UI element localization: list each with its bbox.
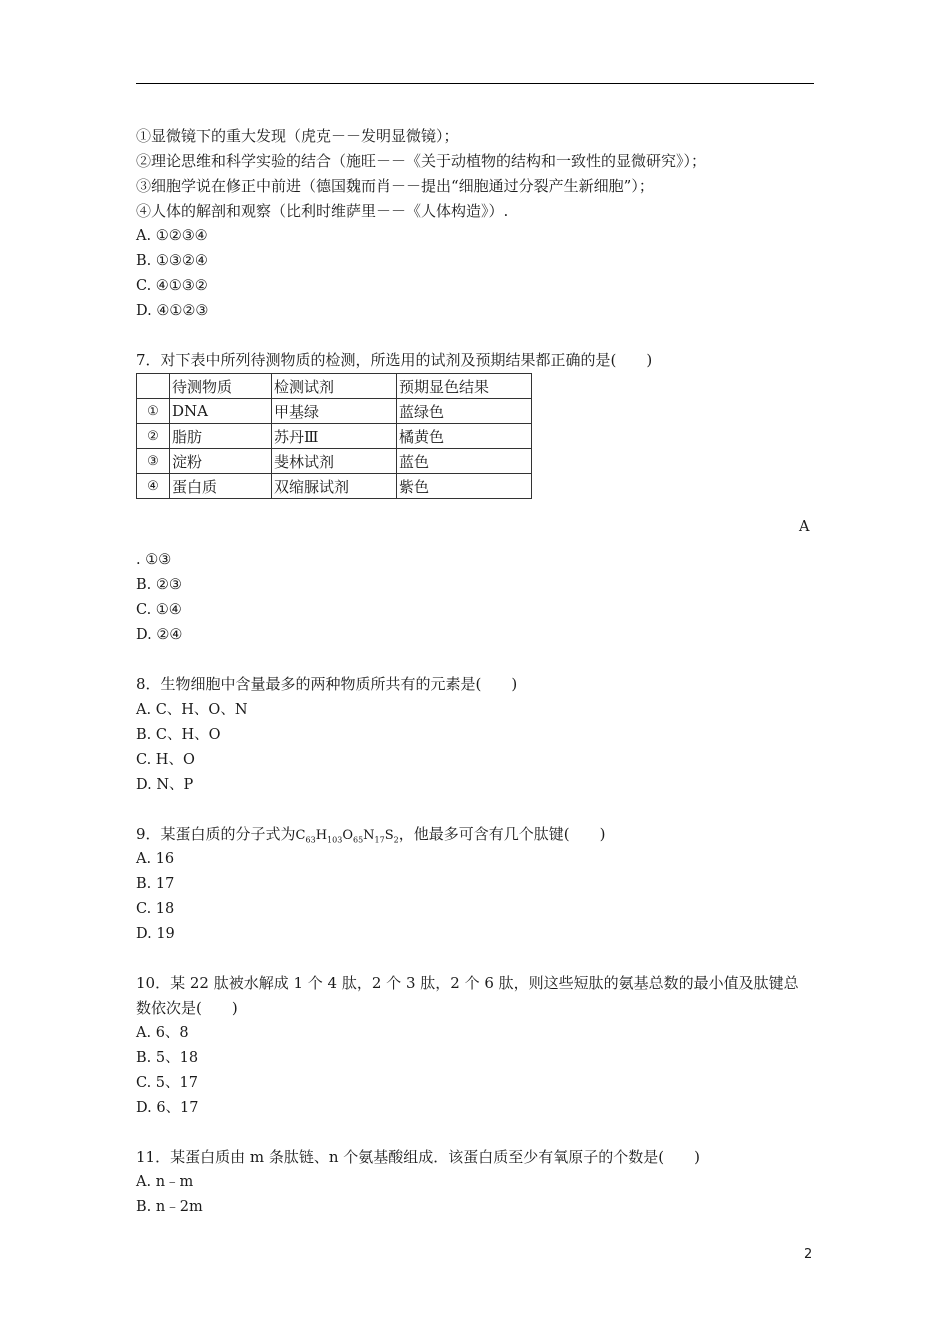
q8-option-c: C. H、O — [136, 752, 195, 768]
statement-3: ③细胞学说在修正中前进（德国魏而肖－－提出“细胞通过分裂产生新细胞”）； — [136, 177, 654, 195]
statement-1: ①显微镜下的重大发现（虎克－－发明显微镜）； — [136, 127, 459, 145]
formula-subscript: 17 — [374, 835, 385, 845]
table-cell: 淀粉 — [170, 449, 272, 474]
q6-option-d: D. ④①②③ — [136, 303, 209, 319]
q7-option-b: B. ②③ — [136, 577, 182, 593]
table-cell: ④ — [137, 474, 170, 499]
formula-subscript: 103 — [327, 835, 343, 845]
table-cell: ① — [137, 399, 170, 424]
q10-option-c: C. 5、17 — [136, 1075, 198, 1091]
q9-option-d: D. 19 — [136, 926, 175, 942]
table-row — [137, 449, 532, 474]
statement-2: ②理论思维和科学实验的结合（施旺－－《关于动植物的结构和一致性的显微研究》）； — [136, 152, 707, 170]
formula-element: H — [315, 828, 328, 843]
formula-element: S — [384, 828, 394, 843]
page-number: 2 — [804, 1247, 813, 1262]
table-cell: 苏丹Ⅲ — [272, 424, 397, 449]
q10-option-a: A. 6、8 — [136, 1025, 189, 1041]
q11-option-a: A. n﹣m — [136, 1174, 194, 1190]
table-row — [137, 399, 532, 424]
table-cell: 脂肪 — [170, 424, 272, 449]
q7-option-d: D. ②④ — [136, 627, 183, 643]
table-cell: 双缩脲试剂 — [272, 474, 397, 499]
reagent-table — [136, 373, 532, 499]
formula-element: N — [363, 828, 375, 843]
q7-option-a-letter: A — [799, 519, 810, 535]
table-cell: 紫色 — [397, 474, 532, 499]
q6-option-a: A. ①②③④ — [136, 228, 208, 244]
formula-element: C — [295, 828, 306, 843]
header-rule — [136, 83, 814, 84]
table-header-cell: 待测物质 — [170, 374, 272, 399]
formula-subscript: 63 — [305, 835, 316, 845]
table-cell: 蓝色 — [397, 449, 532, 474]
q9-option-b: B. 17 — [136, 876, 175, 892]
q9-option-c: C. 18 — [136, 901, 175, 917]
table-header-row — [137, 374, 532, 399]
table-cell: 斐林试剂 — [272, 449, 397, 474]
q9-option-a: A. 16 — [136, 851, 175, 867]
molecular-formula — [296, 828, 399, 843]
table-row — [137, 424, 532, 449]
q11-option-b: B. n﹣2m — [136, 1199, 203, 1215]
q8-option-b: B. C、H、O — [136, 727, 221, 743]
table-cell: 橘黄色 — [397, 424, 532, 449]
statement-4: ④人体的解剖和观察（比利时维萨里－－《人体构造》）. — [136, 202, 509, 220]
q9-stem-suffix: ，他最多可含有几个肽键( ) — [398, 825, 606, 843]
q8-option-a: A. C、H、O、N — [136, 702, 248, 718]
table-header-cell: 检测试剂 — [272, 374, 397, 399]
q6-option-c: C. ④①③② — [136, 278, 208, 294]
q9-stem — [136, 824, 605, 851]
q7-stem: 7．对下表中所列待测物质的检测，所选用的试剂及预期结果都正确的是( ) — [136, 351, 653, 369]
table-cell: ③ — [137, 449, 170, 474]
q8-option-d: D. N、P — [136, 777, 194, 793]
q10-stem-line1: 10．某 22 肽被水解成 1 个 4 肽，2 个 3 肽，2 个 6 肽，则这些短肽的氨基总数的最小值及肽键总 — [136, 974, 799, 992]
q7-option-a: . ①③ — [136, 552, 172, 568]
formula-subscript: 2 — [393, 835, 399, 845]
formula-element: O — [342, 828, 353, 843]
table-header-cell: 预期显色结果 — [397, 374, 532, 399]
q10-stem-line2: 数依次是( ) — [136, 999, 238, 1017]
table-row — [137, 474, 532, 499]
q8-stem: 8．生物细胞中含量最多的两种物质所共有的元素是( ) — [136, 675, 518, 693]
table-cell: 蛋白质 — [170, 474, 272, 499]
q10-option-d: D. 6、17 — [136, 1100, 199, 1116]
table-cell: ② — [137, 424, 170, 449]
table-cell: 蓝绿色 — [397, 399, 532, 424]
q11-stem: 11．某蛋白质由 m 条肽链、n 个氨基酸组成．该蛋白质至少有氧原子的个数是( ) — [136, 1148, 700, 1166]
q9-stem-prefix: 9．某蛋白质的分子式为 — [136, 825, 296, 843]
table-cell: DNA — [170, 399, 272, 424]
formula-subscript: 65 — [352, 835, 364, 845]
table-cell: 甲基绿 — [272, 399, 397, 424]
q6-option-b: B. ①③②④ — [136, 253, 208, 269]
q10-option-b: B. 5、18 — [136, 1050, 199, 1066]
table-header-cell — [137, 374, 170, 399]
q7-option-c: C. ①④ — [136, 602, 182, 618]
